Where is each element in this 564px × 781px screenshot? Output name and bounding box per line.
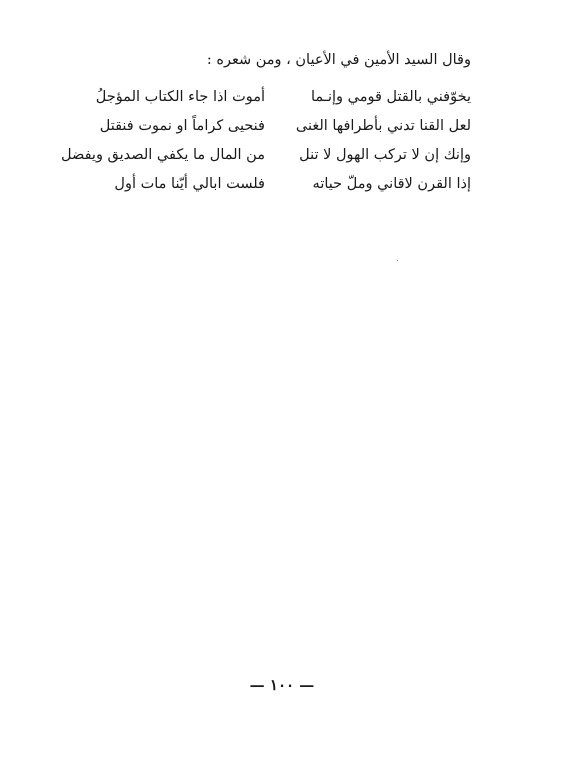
verse-first-hemistich: إذا القرن لاقاني وملّ حياته bbox=[312, 175, 471, 192]
verse-second-hemistich: فلست ابالي أيّنا مات أول bbox=[114, 175, 265, 192]
poem bbox=[61, 82, 471, 198]
page-number: — ١٠٠ — bbox=[249, 676, 315, 694]
verse-second-hemistich: من المال ما يكفي الصديق ويفضل bbox=[61, 146, 265, 163]
verse-first-hemistich: وإنك إن لا تركب الهول لا تنل bbox=[299, 146, 471, 163]
verse bbox=[61, 140, 471, 169]
verse bbox=[90, 169, 471, 198]
verse-first-hemistich: لعل القنا تدني بأطرافها الغنى bbox=[295, 117, 471, 134]
verse-second-hemistich: أموت اذا جاء الكتاب المؤجلُ bbox=[95, 88, 265, 105]
verse-first-hemistich: يخوّفني بالقتل قومي وإنـما bbox=[310, 88, 471, 105]
verse bbox=[90, 111, 471, 140]
paper-speck bbox=[397, 260, 398, 261]
verse bbox=[90, 82, 471, 111]
intro-line: وقال السيد الأمين في الأعيان ، ومن شعره : bbox=[206, 52, 471, 68]
verse-second-hemistich: فنحيى كراماً او نموت فنقتل bbox=[99, 117, 265, 134]
